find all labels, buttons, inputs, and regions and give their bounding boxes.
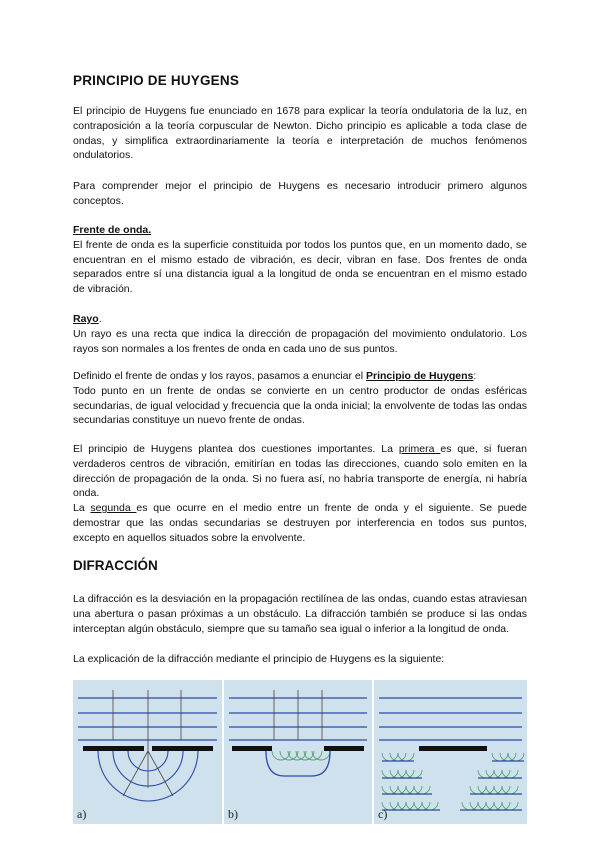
diffraction-figure-c: [374, 680, 527, 824]
cuestiones-section: [73, 442, 527, 546]
rayo-text: Un rayo es una recta que indica la dirección de propagación del movimiento ondulatorio. Los rayos son normales a los frentes de onda en cada uno de sus puntos.: [73, 327, 527, 355]
frente-text: El frente de onda es la superficie constituida por todos los puntos que, en un momento dado, se encuentran en el mismo estado de vibración, es decir, vibran en fase. Dos frentes de onda separados entre sí una distancia igual a la longitud de onda se encuentran en el mismo estado de vibración.: [73, 238, 527, 296]
principio-name: Principio de Huygens: [366, 370, 474, 382]
frente-heading: Frente de onda.: [73, 224, 152, 236]
principio-colon: :: [473, 370, 477, 382]
rayo-section: [73, 312, 527, 356]
segunda-term: segunda: [90, 502, 137, 515]
panel-label-b: b): [228, 807, 238, 821]
diffraction-figure-a: [73, 680, 222, 824]
difraccion-explicacion: La explicación de la difracción mediante el principio de Huygens es la siguiente:: [73, 653, 445, 665]
intro-concepts-paragraph: Para comprender mejor el principio de Huygens es necesario introducir primero algunos conceptos.: [73, 180, 527, 207]
principio-section: [73, 369, 527, 428]
segunda-text: es que ocurre en el medio entre un frente de onda y el siguiente. Se puede demostrar que las ondas secundarias se destruyen por interferencia en todos sus puntos, excepto en aquellos situados sobre la envolvente.: [73, 502, 527, 544]
difraccion-paragraph: La difracción es la desviación en la propagación rectilínea de las ondas, cuando estas atraviesan una abertura o pasan próximas a un obstáculo. La difracción también se produce si las ondas interceptan algún obstáculo, siempre que su tamaño sea igual o inferior a la longitud de onda.: [73, 593, 527, 635]
rayo-heading-suffix: .: [98, 313, 102, 325]
cuestiones-lead: El principio de Huygens plantea dos cuestiones importantes. La: [73, 443, 399, 455]
panel-label-c: c): [378, 807, 388, 821]
diffraction-figure-b: [224, 680, 372, 824]
primera-text: es que, si fueran verdaderos centros de vibración, emitirían en todas las direcciones, cuando solo emiten en la dirección de propagación de la onda. Si no fuera así, no habría transporte de energía, ni habría onda.: [73, 443, 527, 500]
primera-term: primera: [398, 443, 441, 455]
segunda-lead: La: [73, 502, 91, 515]
principio-lead: Definido el frente de ondas y los rayos, pasamos a enunciar el: [73, 370, 367, 382]
frente-section: [73, 223, 527, 297]
principio-text: Todo punto en un frente de ondas se convierte en un centro productor de ondas esféricas secundarias, de igual velocidad y frecuencia que la onda inicial; la envolvente de todas las ondas secundarias constituye un nuevo frente de ondas.: [73, 384, 527, 427]
intro-paragraph: El principio de Huygens fue enunciado en 1678 para explicar la teoría ondulatoria de la luz, en contraposición a la teoría corpuscular de Newton. Dicho principio es aplicable a toda clase de ondas, y simplifica extraordinariamente la teoría e interpretación de muchos fenómenos ondulatorios.: [73, 105, 527, 162]
page-title: PRINCIPIO DE HUYGENS: [73, 73, 240, 88]
difraccion-title: DIFRACCIÓN: [73, 558, 158, 573]
rayo-heading: Rayo: [73, 313, 99, 325]
panel-label-a: a): [77, 807, 87, 821]
